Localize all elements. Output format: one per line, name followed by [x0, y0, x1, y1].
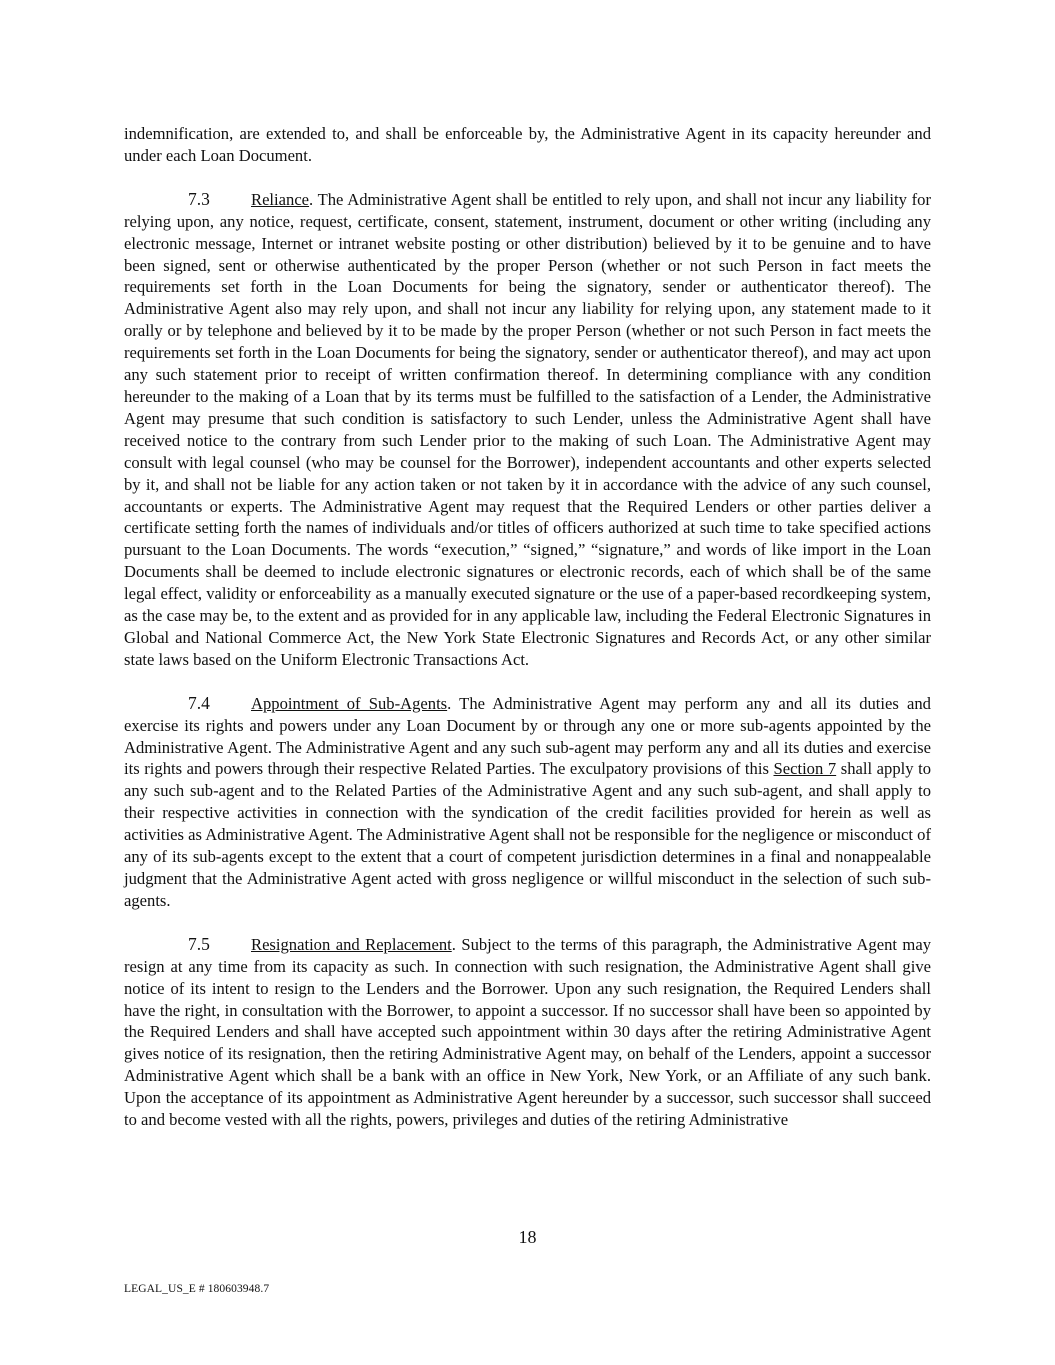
section-text: . The Administrative Agent shall be entitled to rely upon, and shall not incur any liability for relying upon, any notice, request, certificate, consent, statement, instrument, document or other writing (including any electronic message, Internet or intranet website posting or other distribution) believed by it to be genuine and to have been signed, sent or otherwise authenticated by the proper Person (whether or not such Person in fact meets the requirements set forth in the Loan Documents for being the signatory, sender or authenticator thereof). The Administrative Agent also may rely upon, and shall not incur any liability for relying upon, any statement made to it orally or by telephone and believed by it to be made by the proper Person (whether or not such Person in fact meets the requirements set forth in the Loan Documents for being the signatory, sender or authenticator thereof), and may act upon any such statement prior to receipt of written confirmation thereof. In determining compliance with any condition hereunder to the making of a Loan that by its terms must be fulfilled to the satisfaction of a Lender, the Administrative Agent may presume that such condition is satisfactory to such Lender, unless the Administrative Agent shall have received notice to the contrary from such Lender prior to the making of such Loan. The Administrative Agent may consult with legal counsel (who may be counsel for the Borrower), independent accountants and other experts selected by it, and shall not be liable for any action taken or not taken by it in accordance with the advice of any such counsel, accountants or experts. The Administrative Agent may request that the Required Lenders or other parties deliver a certificate setting forth the names of individuals and/or titles of officers authorized at such time to take specified actions pursuant to the Loan Documents. The words “execution,” “signed,” “signature,” and words of like import in the Loan Documents shall be deemed to include electronic signatures or electronic records, each of which shall be of the same legal effect, validity or enforceability as a manually executed signature or the use of a paper-based recordkeeping system, as the case may be, to the extent and as provided for in any applicable law, including the Federal Electronic Signatures in Global and National Commerce Act, the New York State Electronic Signatures and Records Act, or any other similar state laws based on the Uniform Electronic Transactions Act. [124, 189, 931, 669]
section-reference: Section 7 [773, 759, 837, 779]
continuation-paragraph [124, 123, 931, 167]
document-footer-id: LEGAL_US_E # 180603948.7 [124, 1283, 270, 1295]
section-number: 7.4 [188, 692, 210, 713]
section-text-continued: shall apply to any such sub-agent and to the Related Parties of the Administrative Agent and any such sub-agent, and shall apply to their respective activities in connection with the syndication of the credit facilities provided for herein as well as activities as Administrative Agent. The Administrative Agent shall not be responsible for the negligence or misconduct of any of its sub-agents except to the extent that a court of competent jurisdiction determines in a final and nonappealable judgment that the Administrative Agent acted with gross negligence or willful misconduct in the selection of such sub-agents. [124, 759, 932, 910]
section-title: Appointment of Sub-Agents [251, 693, 448, 713]
section-title: Resignation and Replacement [251, 934, 452, 954]
section-title: Reliance [251, 189, 310, 209]
page-number: 18 [518, 1227, 537, 1247]
document-body [124, 123, 931, 1131]
section-7-3 [124, 189, 931, 671]
section-text: . Subject to the terms of this paragraph, the Administrative Agent may resign at any time from its capacity as such. In connection with such resignation, the Administrative Agent shall give notice of its intent to resign to the Lenders and the Borrower. Upon any such resignation, the Required Lenders shall have the right, in consultation with the Borrower, to appoint a successor. If no successor shall have been so appointed by the Required Lenders and shall have accepted such appointment within 30 days after the retiring Administrative Agent gives notice of its resignation, then the retiring Administrative Agent may, on behalf of the Lenders, appoint a successor Administrative Agent which shall be a bank with an office in New York, New York, or an Affiliate of any such bank. Upon the acceptance of its appointment as Administrative Agent hereunder by a successor, such successor shall succeed to and become vested with all the rights, powers, privileges and duties of the retiring Administrative [124, 934, 931, 1130]
section-number: 7.3 [188, 188, 210, 209]
section-7-5 [124, 934, 931, 1131]
section-text: . The Administrative Agent may perform any and all its duties and exercise its rights and powers under any Loan Document by or through any one or more sub-agents appointed by the Administrative Agent. The Administrative Agent and any such sub-agent may perform any and all its duties and exercise its rights and powers through their respective Related Parties. The exculpatory provisions of this [124, 693, 931, 779]
continuation-text: indemnification, are extended to, and shall be enforceable by, the Administrative Agent in its capacity hereunder and under each Loan Document. [124, 124, 931, 165]
section-number: 7.5 [188, 933, 210, 954]
section-7-4 [124, 693, 931, 912]
